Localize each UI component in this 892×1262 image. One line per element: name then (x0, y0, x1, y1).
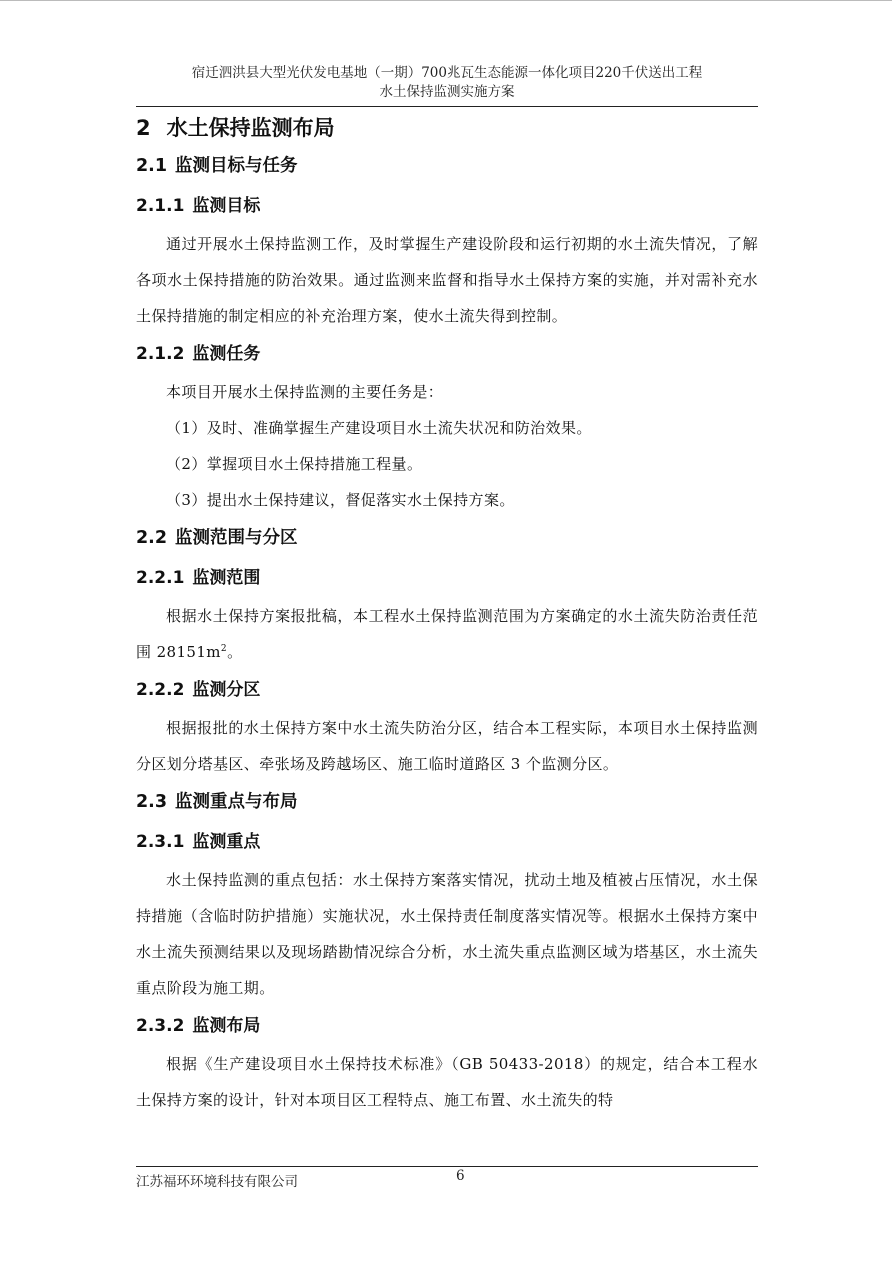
paragraph-task-intro: 本项目开展水土保持监测的主要任务是： (166, 383, 444, 401)
subsection-number: 2.1.1 (136, 196, 185, 216)
paragraph-monitoring-focus: 水土保持监测的重点包括：水土保持方案落实情况，扰动土地及植被占压情况，水土保持措施（含临时防护措施）实施状况，水土保持责任制度落实情况等。根据水土保持方案中水土流失预测结果以及现场踏勘情况综合分析，水土流失重点监测区域为塔基区，水土流失重点阶段为施工期。 (136, 871, 758, 997)
scope-text: 根据水土保持方案报批稿，本工程水土保持监测范围为方案确定的水土流失防治责任范围 28151m (136, 607, 758, 661)
paragraph-monitoring-scope (136, 598, 758, 670)
subsection-heading-2-3-2 (136, 1006, 758, 1046)
subsection-title: 监测分区 (192, 680, 261, 700)
page-body (136, 110, 758, 1118)
subsection-title: 监测重点 (192, 832, 261, 852)
subsection-title: 监测目标 (192, 196, 261, 216)
subsection-heading-2-2-2 (136, 670, 758, 710)
section-heading-2-3 (136, 782, 758, 822)
subsection-number: 2.3.2 (136, 1016, 185, 1036)
subsection-number: 2.1.2 (136, 344, 185, 364)
subsection-heading-2-2-1 (136, 558, 758, 598)
section-title: 监测范围与分区 (175, 528, 298, 548)
subsection-heading-2-1-1 (136, 186, 758, 226)
subsection-title: 监测范围 (192, 568, 261, 588)
scope-tail: 。 (227, 643, 243, 661)
paragraph-monitoring-goal: 通过开展水土保持监测工作，及时掌握生产建设阶段和运行初期的水土流失情况，了解各项水土保持措施的防治效果。通过监测来监督和指导水土保持方案的实施，并对需补充水土保持措施的制定相应的补充治理方案，使水土流失得到控制。 (136, 235, 758, 325)
chapter-heading (136, 110, 758, 146)
subsection-heading-2-3-1 (136, 822, 758, 862)
section-number: 2.2 (136, 528, 168, 548)
area-unit-superscript: 2 (220, 644, 228, 654)
list-item: （3）提出水土保持建议，督促落实水土保持方案。 (166, 491, 515, 509)
header-line-2: 水土保持监测实施方案 (379, 84, 515, 100)
subsection-number: 2.2.1 (136, 568, 185, 588)
section-heading-2-2 (136, 518, 758, 558)
running-header (136, 64, 758, 102)
list-item: （2）掌握项目水土保持措施工程量。 (166, 455, 423, 473)
subsection-number: 2.3.1 (136, 832, 185, 852)
footer-company: 江苏福环环境科技有限公司 (136, 1174, 298, 1190)
chapter-number: 2 (136, 116, 151, 140)
subsection-heading-2-1-2 (136, 334, 758, 374)
section-number: 2.3 (136, 792, 168, 812)
subsection-title: 监测任务 (192, 344, 261, 364)
section-title: 监测目标与任务 (175, 156, 298, 176)
page-number: 6 (456, 1168, 465, 1184)
header-rule (136, 106, 758, 107)
top-edge-line (0, 0, 892, 1)
list-item: （1）及时、准确掌握生产建设项目水土流失状况和防治效果。 (166, 419, 592, 437)
chapter-title: 水土保持监测布局 (166, 116, 335, 140)
footer-rule (136, 1166, 758, 1167)
paragraph-monitoring-layout: 根据《生产建设项目水土保持技术标准》（GB 50433-2018）的规定，结合本工程水土保持方案的设计，针对本项目区工程特点、施工布置、水土流失的特 (136, 1055, 758, 1109)
paragraph-monitoring-zones: 根据报批的水土保持方案中水土流失防治分区，结合本工程实际，本项目水土保持监测分区划分塔基区、牵张场及跨越场区、施工临时道路区 3 个监测分区。 (136, 719, 758, 773)
subsection-title: 监测布局 (192, 1016, 261, 1036)
section-heading-2-1 (136, 146, 758, 186)
subsection-number: 2.2.2 (136, 680, 185, 700)
section-number: 2.1 (136, 156, 168, 176)
header-line-1: 宿迁泗洪县大型光伏发电基地（一期）700兆瓦生态能源一体化项目220千伏送出工程 (191, 65, 703, 81)
section-title: 监测重点与布局 (175, 792, 298, 812)
